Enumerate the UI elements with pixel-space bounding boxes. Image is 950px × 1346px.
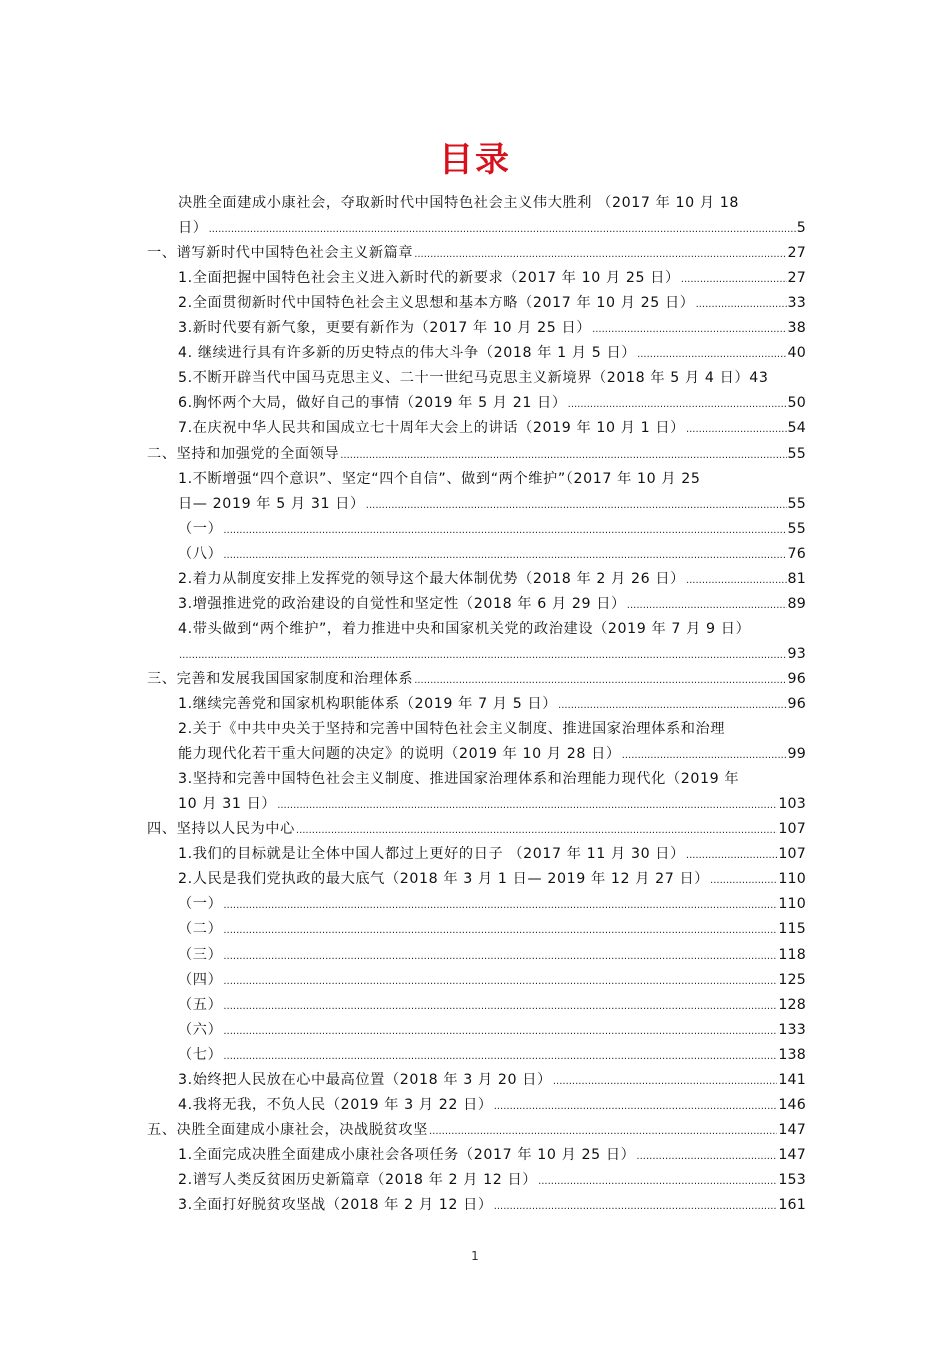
toc-page-number: 118: [778, 946, 806, 963]
toc-entry[interactable]: [178, 642, 806, 667]
toc-entry-text: （五）: [178, 996, 223, 1013]
toc-page-number: 50: [787, 395, 806, 412]
toc-page-number: 54: [787, 420, 806, 437]
toc-entry-text: 2.谱写人类反贫困历史新篇章（2018 年 2 月 12 日）: [178, 1171, 538, 1188]
toc-entry[interactable]: [178, 341, 806, 366]
toc-dot-leader: [296, 818, 777, 843]
toc-dot-leader: [558, 693, 787, 718]
toc-entry-text: 日— 2019 年 5 月 31 日）: [178, 495, 365, 512]
toc-page-number: 55: [787, 495, 806, 512]
toc-dot-leader: [538, 1169, 777, 1194]
toc-entry[interactable]: [178, 542, 806, 567]
toc-dot-leader: [223, 969, 777, 994]
toc-entry[interactable]: [178, 692, 806, 717]
toc-dot-leader: [223, 543, 786, 568]
toc-entry[interactable]: [178, 1043, 806, 1068]
toc-dot-leader: [340, 443, 786, 468]
toc-entry[interactable]: [178, 867, 806, 892]
toc-entry-text: 4.带头做到“两个维护”，着力推进中央和国家机关党的政治建设（2019 年 7 月 9 日）: [178, 620, 751, 637]
toc-dot-leader: [710, 868, 777, 893]
toc-dot-leader: [686, 417, 787, 442]
toc-entry[interactable]: [178, 191, 806, 216]
toc-entry[interactable]: [178, 1168, 806, 1193]
toc-page-number: 138: [778, 1046, 806, 1063]
toc-page-number: 133: [778, 1021, 806, 1038]
toc-page-number: 27: [787, 270, 806, 287]
toc-page-number: 147: [778, 1146, 806, 1163]
page-number: 1: [471, 1249, 479, 1263]
toc-entry-text: 1.继续完善党和国家机构职能体系（2019 年 7 月 5 日）: [178, 696, 558, 712]
toc-entry[interactable]: [178, 467, 806, 492]
toc-page-number: 5: [796, 220, 806, 237]
toc-entry-text: 1.不断增强“四个意识”、坚定“四个自信”、做到“两个维护”（2017 年 10 月 25: [178, 470, 701, 487]
toc-entry-text: 1.全面完成决胜全面建成小康社会各项任务（2017 年 10 月 25 日）: [178, 1146, 636, 1163]
toc-entry[interactable]: [178, 968, 806, 993]
toc-entry[interactable]: [178, 216, 806, 241]
toc-entry[interactable]: [178, 742, 806, 767]
toc-entry-text: （一）: [178, 520, 223, 537]
toc-entry[interactable]: [178, 892, 806, 917]
toc-dot-leader: [686, 568, 787, 593]
toc-entry-text: 三、完善和发展我国国家制度和治理体系: [147, 670, 414, 687]
toc-page-number: 115: [778, 921, 806, 938]
toc-section-heading[interactable]: [147, 1118, 806, 1143]
toc-entry-text: 5.不断开辟当代中国马克思主义、二十一世纪马克思主义新境界（2018 年 5 月 4 日）43: [178, 370, 769, 387]
toc-page-number: 76: [787, 545, 806, 562]
toc-dot-leader: [696, 292, 787, 317]
toc-dot-leader: [686, 843, 777, 868]
toc-page-number: 96: [787, 696, 806, 712]
toc-dot-leader: [223, 1019, 777, 1044]
toc-entry-text: 3.始终把人民放在心中最高位置（2018 年 3 月 20 日）: [178, 1071, 552, 1088]
toc-entry-text: 3.坚持和完善中国特色社会主义制度、推进国家治理体系和治理能力现代化（2019 年: [178, 771, 740, 788]
toc-entry[interactable]: [178, 517, 806, 542]
toc-page-number: 161: [778, 1197, 806, 1213]
toc-page-number: 110: [778, 896, 806, 913]
toc-entry-text: （二）: [178, 921, 223, 938]
toc-entry-text: 决胜全面建成小康社会，夺取新时代中国特色社会主义伟大胜利 （2017 年 10 月 18: [178, 195, 739, 211]
toc-dot-leader: [553, 1069, 777, 1094]
toc-dot-leader: [223, 944, 777, 969]
toc-dot-leader: [627, 593, 787, 618]
toc-entry-text: 4.我将无我，不负人民（2019 年 3 月 22 日）: [178, 1096, 493, 1113]
toc-page-number: 55: [787, 520, 806, 537]
toc-entry-text: 四、坚持以人民为中心: [147, 821, 295, 838]
toc-page-number: 110: [778, 871, 806, 888]
toc-dot-leader: [636, 1144, 777, 1169]
toc-entry[interactable]: [178, 1143, 806, 1168]
toc-dot-leader: [223, 994, 777, 1019]
toc-entry[interactable]: [178, 792, 806, 817]
toc-entry[interactable]: [178, 391, 806, 416]
toc-entry-text: 3.全面打好脱贫攻坚战（2018 年 2 月 12 日）: [178, 1197, 493, 1213]
toc-entry[interactable]: [178, 291, 806, 316]
toc-dot-leader: [223, 1044, 777, 1069]
toc-entry-text: （一）: [178, 896, 223, 913]
toc-entry-text: 五、决胜全面建成小康社会，决战脱贫攻坚: [147, 1121, 428, 1138]
toc-entry-text: （三）: [178, 946, 223, 963]
toc-dot-leader: [414, 668, 786, 693]
toc-entry[interactable]: [178, 492, 806, 517]
toc-entry[interactable]: [178, 266, 806, 291]
toc-dot-leader: [366, 493, 787, 518]
toc-page-number: 55: [787, 445, 806, 462]
toc-page-number: 107: [778, 821, 806, 838]
toc-page-number: 27: [787, 245, 806, 262]
toc-dot-leader: [209, 217, 796, 242]
toc-entry[interactable]: [178, 416, 806, 441]
toc-section-heading[interactable]: [147, 667, 806, 692]
toc-entry-text: 3.新时代要有新气象，更要有新作为（2017 年 10 月 25 日）: [178, 320, 592, 337]
toc-entry-text: 10 月 31 日）: [178, 796, 277, 813]
toc-entry-text: 1.我们的目标就是让全体中国人都过上更好的日子 （2017 年 11 月 30 日）: [178, 846, 685, 863]
toc-page-number: 38: [787, 320, 806, 337]
toc-entry[interactable]: [178, 617, 806, 642]
toc-entry[interactable]: [178, 1193, 806, 1218]
toc-entry[interactable]: [178, 1068, 806, 1093]
toc-page-number: 81: [787, 570, 806, 587]
toc-page-number: 125: [778, 971, 806, 988]
toc-dot-leader: [637, 342, 786, 367]
toc-section-heading[interactable]: [147, 817, 806, 842]
toc-entry[interactable]: [178, 993, 806, 1018]
toc-page-number: 96: [787, 670, 806, 687]
toc-page-number: 93: [787, 645, 806, 662]
toc-entry[interactable]: [178, 842, 806, 867]
toc-entry[interactable]: [178, 567, 806, 592]
toc-entry[interactable]: [178, 1093, 806, 1118]
toc-page-number: 99: [787, 746, 806, 763]
toc-entry-text: 6.胸怀两个大局，做好自己的事情（2019 年 5 月 21 日）: [178, 395, 567, 412]
toc-entry[interactable]: [178, 366, 806, 391]
toc-entry-text: 3.增强推进党的政治建设的自觉性和坚定性（2018 年 6 月 29 日）: [178, 595, 626, 612]
toc-entry-text: 7.在庆祝中华人民共和国成立七十周年大会上的讲话（2019 年 10 月 1 日）: [178, 420, 685, 437]
toc-entry[interactable]: [178, 767, 806, 792]
toc-dot-leader: [414, 242, 786, 267]
toc-page-number: 40: [787, 345, 806, 362]
toc-section-heading[interactable]: [147, 442, 806, 467]
toc-dot-leader: [681, 267, 787, 292]
toc-dot-leader: [179, 643, 787, 668]
toc-entry-text: 二、坚持和加强党的全面领导: [147, 445, 340, 462]
toc-page-number: 107: [778, 846, 806, 863]
page-title: 目录: [439, 140, 511, 180]
toc-page-number: 103: [778, 796, 806, 813]
toc-entry-text: 4. 继续进行具有许多新的历史特点的伟大斗争（2018 年 1 月 5 日）: [178, 345, 637, 362]
toc-entry-text: 2.着力从制度安排上发挥党的领导这个最大体制优势（2018 年 2 月 26 日）: [178, 570, 685, 587]
toc-entry-text: （八）: [178, 545, 223, 562]
toc-entry-text: 2.人民是我们党执政的最大底气（2018 年 3 月 1 日— 2019 年 12 月 27 日）: [178, 871, 710, 888]
toc-entry-text: 2.关于《中共中央关于坚持和完善中国特色社会主义制度、推进国家治理体系和治理: [178, 721, 726, 738]
toc-entry[interactable]: [178, 943, 806, 968]
toc-dot-leader: [622, 743, 787, 768]
toc-entry-text: 能力现代化若干重大问题的决定》的说明（2019 年 10 月 28 日）: [178, 746, 621, 763]
toc-dot-leader: [277, 793, 777, 818]
toc-entry-text: 2.全面贯彻新时代中国特色社会主义思想和基本方略（2017 年 10 月 25 日）: [178, 295, 695, 312]
toc-page-number: 147: [778, 1121, 806, 1138]
toc-entry-text: 1.全面把握中国特色社会主义进入新时代的新要求（2017 年 10 月 25 日）: [178, 270, 680, 287]
toc-dot-leader: [592, 317, 786, 342]
toc-dot-leader: [568, 392, 787, 417]
toc-entry-text: （四）: [178, 971, 223, 988]
toc-page-number: 153: [778, 1171, 806, 1188]
toc-dot-leader: [223, 918, 777, 943]
toc-entry-text: 一、谱写新时代中国特色社会主义新篇章: [147, 245, 414, 262]
toc-dot-leader: [494, 1194, 778, 1219]
toc-entry[interactable]: [178, 316, 806, 341]
toc-dot-leader: [429, 1119, 777, 1144]
toc-page-number: 33: [787, 295, 806, 312]
toc-page-number: 89: [787, 595, 806, 612]
toc-entry-text: （六）: [178, 1021, 223, 1038]
toc-entry[interactable]: [178, 717, 806, 742]
toc-entry[interactable]: [178, 1018, 806, 1043]
toc-page-number: 141: [778, 1071, 806, 1088]
toc-entry[interactable]: [178, 592, 806, 617]
toc-dot-leader: [223, 518, 786, 543]
toc-dot-leader: [223, 893, 777, 918]
toc-entry[interactable]: [178, 917, 806, 942]
toc-section-heading[interactable]: [147, 241, 806, 266]
toc-dot-leader: [494, 1094, 778, 1119]
toc-page-number: 128: [778, 996, 806, 1013]
toc-entry-text: 日）: [178, 220, 208, 237]
toc-entry-text: （七）: [178, 1046, 223, 1063]
toc-page-number: 146: [778, 1096, 806, 1113]
